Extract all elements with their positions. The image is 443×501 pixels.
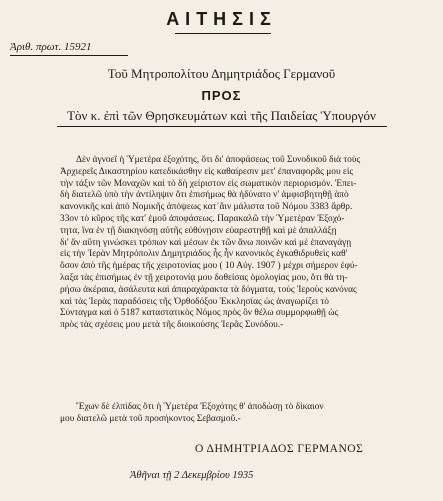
- addressee-line: Τοῦ Μητροπολίτου Δημητριάδος Γερμανοῦ: [107, 66, 336, 81]
- body-line: κανονικῆς καὶ ἀπὸ Νομικῆς ἀπόψεως κατ᾽ἄιν μάλιστα τοῦ Νόμου 3383 ἄρθρ.: [60, 202, 353, 213]
- body-line: ὅσον ἀπὸ τῆς ἡμέρας τῆς χειροτονίας μου ( 10 Αὐγ. 1907 ) μέχρι σήμερον ἐφύ-: [60, 261, 358, 272]
- body-line: Ἀρχιερεῖς Δικαστηρίου κατεδικάσθην εἰς καθαίρεσιν μετ' ἐπαναφορᾶς μου εἰς: [60, 166, 354, 177]
- body-line: τὴν τάξιν τῶν Μοναχῶν καὶ τὸ δὴ χείριστον εἰς σωματικὸν περιορισμόν. Ἐπει-: [60, 178, 357, 189]
- body-line: καὶ τὰς Ἱερὰς παραδόσεις τῆς Ὀρθοδόξου Ἐκκλησίας ὡς ἀναγωρίζει τὸ: [60, 296, 329, 307]
- body-line: Σύνταγμα καὶ ὁ 5187 καταστατικὸς Νόμος πρὸς ὃν θέλω συμμορφωθῇ ὡς: [60, 308, 339, 319]
- to-heading: ΠΡΟΣ: [201, 88, 242, 103]
- title-underline: [175, 33, 271, 34]
- closing-paragraph: [60, 402, 428, 426]
- letter-body: [60, 155, 428, 332]
- date-line: Ἀθῆναι τῇ 2 Δεκεμβρίου 1935: [130, 470, 254, 481]
- body-line: λαξα τὰς ἐπισήμως ἐν τῇ χειροτονίᾳ μου δοθείσας ὁμολογίας μου, ὅτι θὰ τη-: [60, 272, 348, 283]
- reference-number: Ἀριθ. πρωτ. 15921: [10, 41, 92, 53]
- signature: Ο ΔΗΜΗΤΡΙΑΔΟΣ ΓΕΡΜΑΝΟΣ: [195, 443, 364, 455]
- body-line: δὴ διατελῶ ὑπὸ τὴν ἀντίληψιν ὅτι ἐπισήμως θὰ ἠδύνατο ν' ἀμφισβητηθῇ ἀπὸ: [60, 190, 349, 201]
- reference-underline: [10, 55, 128, 56]
- body-line: Δὲν ἀγνοεῖ ἡ Ὑμετέρα ἐξοχότης, ὅτι δι' ἀποφάσεως τοῦ Συνοδικοῦ διὰ τοὺς: [76, 155, 361, 165]
- recipient-line: Τὸν κ. ἐπὶ τῶν Θρησκευμάτων καὶ τῆς Παιδείας Ὑπουργόν: [67, 108, 376, 123]
- body-line: δι' ἄν αὕτη γινώσκει τρόπων καὶ μέσων ἐκ τῶν ἄνω ποινῶν καὶ μὲ ἐπαναγάγῃ: [60, 237, 352, 248]
- body-line: τητα, ἵνα ἐν τῇ διακηνόσῃ αὐτῆς εὐθύνῃσιν εὐαρεστηθῇ καὶ μὲ ἀπαλλάξῃ: [60, 225, 337, 236]
- document-title: ΑΙΤΗΣΙΣ: [166, 9, 277, 29]
- closing-line: Ἔχων δὲ ἐλπίδας ὅτι ἡ Ὑμετέρα Ἐξοχότης θ' ἀποδώσῃ τὸ δίκαιον: [76, 402, 324, 412]
- body-line: εἰς τὴν Ἱερὰν Μητρόπολιν Δημητριάδος ἧς ἦν κανονικὸς ἐγκαθιδρυθεὶς καθ': [60, 249, 348, 260]
- body-line: ρήσω ἀκέραια, ἀσάλευτα καὶ ἀπαραχάρακτα τὰ δόγματα, τοὺς Ἱεροὺς κανόνας: [60, 284, 357, 295]
- body-line: 33ον τὸ κῦρος τῆς κατ' ἐμοῦ ἀποφάσεως. Παρακαλῶ τὴν Ὑμετέραν Ἐξοχό-: [60, 213, 345, 224]
- closing-line: μου διατελῶ μετὰ τοῦ προσήκοντος Σεβασμοῦ.-: [60, 413, 241, 424]
- recipient-underline: [57, 126, 387, 127]
- body-line: πρὸς τὰς σχέσεις μου μετὰ τῆς διοικούσης Ἱερᾶς Συνόδου.-: [60, 320, 284, 331]
